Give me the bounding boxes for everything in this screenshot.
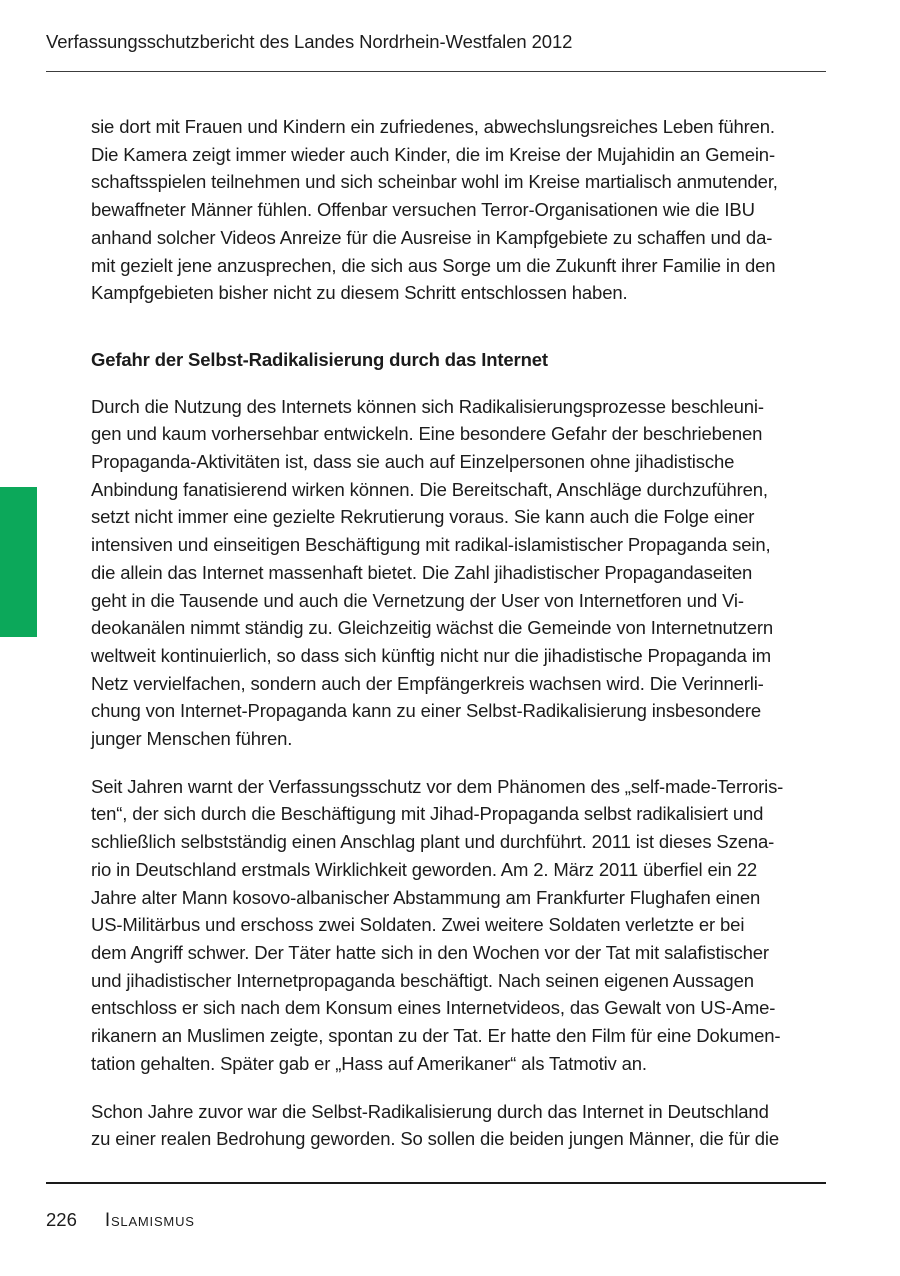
paragraph: [91, 393, 836, 753]
text-line: tation gehalten. Später gab er „Hass auf Amerikaner“ als Tatmotiv an.: [91, 1052, 647, 1074]
text-line: chung von Internet-Propaganda kann zu einer Selbst-Radikalisierung insbesondere: [91, 700, 762, 722]
text-line: Anbindung fanatisierend wirken können. Die Bereitschaft, Anschläge durchzuführen,: [91, 478, 768, 500]
text-line: dem Angriff schwer. Der Täter hatte sich in den Wochen vor der Tat mit salafistischer: [91, 941, 769, 963]
text-line: geht in die Tausende und auch die Vernetzung der User von Internetforen und Vi-: [91, 589, 744, 611]
text-line: weltweit kontinuierlich, so dass sich künftig nicht nur die jihadistische Propaganda im: [91, 644, 772, 666]
text-line: Propaganda-Aktivitäten ist, dass sie auch auf Einzelpersonen ohne jihadistische: [91, 451, 735, 473]
text-line: Durch die Nutzung des Internets können sich Radikalisierungsprozesse beschleuni-: [91, 395, 764, 417]
text-line: intensiven und einseitigen Beschäftigung mit radikal-islamistischer Propaganda sein,: [91, 534, 771, 556]
text-line: zu einer realen Bedrohung geworden. So sollen die beiden jungen Männer, die für die: [91, 1128, 779, 1150]
footer-divider: [46, 1182, 826, 1184]
chapter-margin-marker: [0, 487, 37, 637]
text-line: rikanern an Muslimen zeigte, spontan zu der Tat. Er hatte den Film für eine Dokumen-: [91, 1025, 781, 1047]
text-line: und jihadistischer Internetpropaganda beschäftigt. Nach seinen eigenen Aussagen: [91, 969, 754, 991]
paragraph: [91, 1098, 836, 1153]
text-line: ten“, der sich durch die Beschäftigung mit Jihad-Propaganda selbst radikalisiert und: [91, 803, 764, 825]
text-line: Netz vervielfachen, sondern auch der Empfängerkreis wachsen wird. Die Verinnerli-: [91, 672, 764, 694]
text-line: schließlich selbstständig einen Anschlag plant und durchführt. 2011 ist dieses Szena-: [91, 831, 775, 853]
header-divider: [46, 71, 826, 72]
text-line: bewaffneter Männer fühlen. Offenbar versuchen Terror-Organisationen wie die IBU: [91, 199, 755, 221]
text-line: Jahre alter Mann kosovo-albanischer Abstammung am Frankfurter Flughafen einen: [91, 886, 761, 908]
paragraph: [91, 773, 836, 1078]
text-line: deokanälen nimmt ständig zu. Gleichzeitig wächst die Gemeinde von Internetnutzern: [91, 617, 773, 639]
page-number: 226: [46, 1209, 77, 1230]
text-line: gen und kaum vorhersehbar entwickeln. Eine besondere Gefahr der beschriebenen: [91, 423, 763, 445]
running-header-title: Verfassungsschutzbericht des Landes Nordrhein-Westfalen 2012: [46, 31, 573, 52]
text-line: Seit Jahren warnt der Verfassungsschutz vor dem Phänomen des „self-made-Terroris-: [91, 775, 784, 797]
text-line: Schon Jahre zuvor war die Selbst-Radikalisierung durch das Internet in Deutschland: [91, 1100, 769, 1122]
text-line: junger Menschen führen.: [91, 728, 293, 750]
text-line: setzt nicht immer eine gezielte Rekrutierung voraus. Sie kann auch die Folge einer: [91, 506, 755, 528]
text-line: Kampfgebieten bisher nicht zu diesem Schritt entschlossen haben.: [91, 282, 628, 304]
paragraph: [91, 113, 836, 307]
text-line: mit gezielt jene anzusprechen, die sich aus Sorge um die Zukunft ihrer Familie in den: [91, 254, 776, 276]
text-line: US-Militärbus und erschoss zwei Soldaten. Zwei weitere Soldaten verletzte er bei: [91, 914, 745, 936]
document-content: [91, 113, 836, 1173]
text-line: Gefahr der Selbst-Radikalisierung durch das Internet: [91, 348, 548, 370]
text-line: Die Kamera zeigt immer wieder auch Kinder, die im Kreise der Mujahidin an Gemein-: [91, 143, 775, 165]
text-line: die allein das Internet massenhaft bietet. Die Zahl jihadistischer Propagandaseiten: [91, 561, 753, 583]
page-footer: [46, 1208, 195, 1233]
footer-section-label: Islamismus: [104, 1210, 195, 1231]
section-heading: [91, 346, 836, 374]
text-line: entschloss er sich nach dem Konsum eines Internetvideos, das Gewalt von US-Ame-: [91, 997, 776, 1019]
text-line: anhand solcher Videos Anreize für die Ausreise in Kampfgebiete zu schaffen und da-: [91, 226, 773, 248]
text-line: rio in Deutschland erstmals Wirklichkeit geworden. Am 2. März 2011 überfiel ein 22: [91, 858, 757, 880]
text-line: schaftsspielen teilnehmen und sich scheinbar wohl im Kreise martialisch anmutender,: [91, 171, 778, 193]
text-line: sie dort mit Frauen und Kindern ein zufriedenes, abwechslungsreiches Leben führen.: [91, 116, 775, 137]
